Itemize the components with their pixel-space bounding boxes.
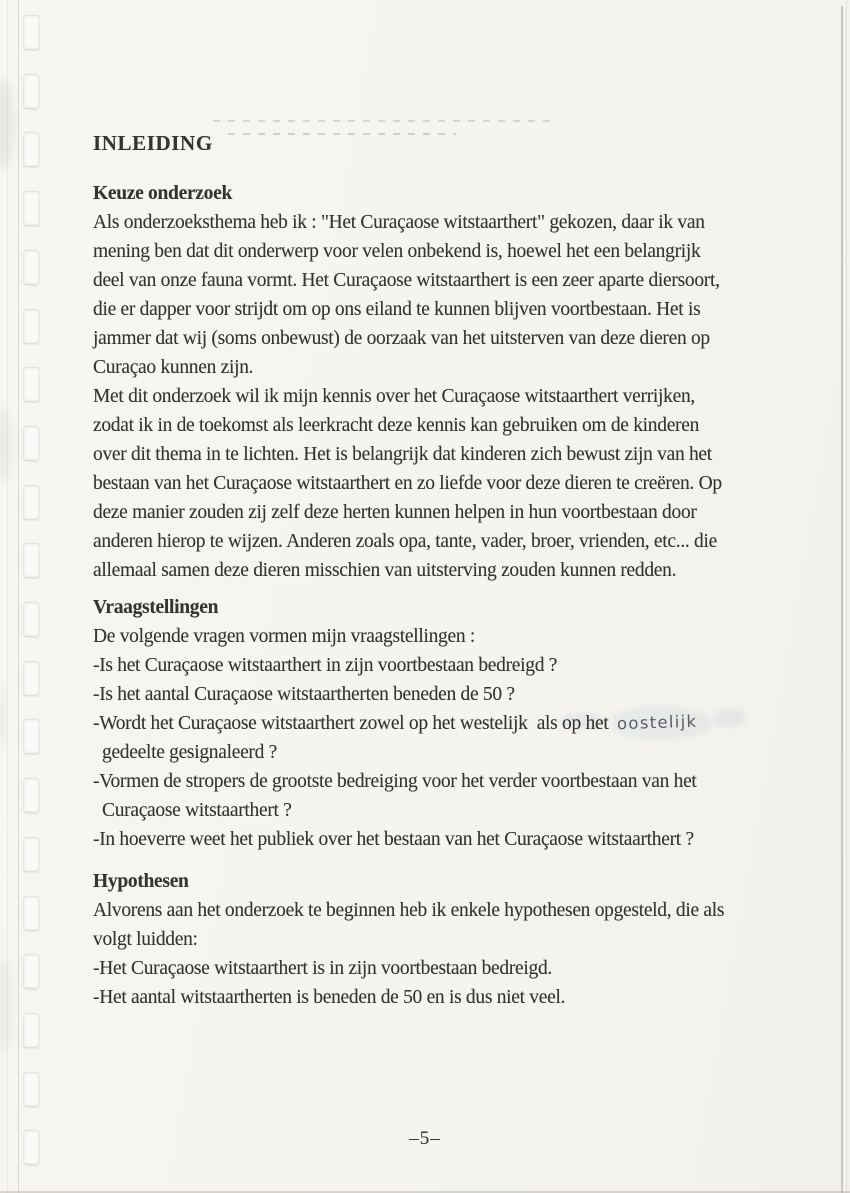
photocopy-smudge [0, 408, 12, 482]
binding-hole [24, 486, 39, 519]
text-line: jammer dat wij (soms onbewust) de oorzaak van het uitsterven van deze dieren op [93, 328, 710, 349]
text-line: deze manier zouden zij zelf deze herten kunnen helpen in hun voortbestaan door [93, 502, 697, 523]
text-line: -Het Curaçaose witstaarthert is in zijn voortbestaan bedreigd. [93, 958, 552, 979]
binding-hole [24, 779, 39, 812]
text-line: volgt luidden: [93, 929, 198, 950]
text-line: gedeelte gesignaleerd ? [102, 742, 277, 763]
photocopy-smudge [0, 958, 12, 1053]
binding-hole [24, 75, 39, 108]
section-hypothesen [93, 867, 783, 1012]
text-line: Alvorens aan het onderzoek te beginnen heb ik enkele hypothesen opgesteld, die als [93, 900, 725, 921]
photocopy-smudge [0, 78, 14, 170]
text-line: -In hoeverre weet het publiek over het bestaan van het Curaçaose witstaarthert ? [93, 829, 694, 850]
text-line: zodat ik in de toekomst als leerkracht deze kennis kan gebruiken om de kinderen [93, 415, 700, 436]
binding-hole [24, 368, 39, 401]
text-line: die er dapper voor strijdt om op ons eiland te kunnen blijven voortbestaan. Het is [93, 299, 701, 320]
photocopy-smudge [0, 688, 6, 748]
sections [93, 179, 783, 1012]
section-keuze-onderzoek [93, 179, 783, 585]
text-line: allemaal samen deze dieren misschien van uitsterving zouden kunnen redden. [93, 560, 677, 581]
binding-hole [24, 1073, 39, 1106]
text-line: bestaan van het Curaçaose witstaarthert en zo liefde voor deze dieren te creëren. Op [93, 473, 722, 494]
text-line: Als onderzoeksthema heb ik : "Het Curaçaose witstaarthert" gekozen, daar ik van [93, 212, 705, 233]
photocopy-smudge-line [213, 120, 558, 122]
text-line: -Wordt het Curaçaose witstaarthert zowel op het westelijk als op het oostelijk [93, 709, 783, 738]
section-vraagstellingen [93, 593, 783, 854]
text-line: -Vormen de stropers de grootste bedreiging voor het verder voortbestaan van het [93, 771, 697, 792]
page-title: INLEIDING [93, 131, 213, 155]
binding-hole [24, 603, 39, 636]
binding-hole [24, 1014, 39, 1047]
text-line: over dit thema in te lichten. Het is belangrijk dat kinderen zich bewust zijn van het [93, 444, 712, 465]
text-line: deel van onze fauna vormt. Het Curaçaose witstaarthert is een zeer aparte diersoort, [93, 270, 720, 291]
text-line: anderen hierop te wijzen. Anderen zoals opa, tante, vader, broer, vrienden, etc... die [93, 531, 717, 552]
section-heading: Vraagstellingen [93, 597, 219, 618]
binding-hole [24, 838, 39, 871]
binding-hole [24, 955, 39, 988]
binding-hole [24, 16, 39, 49]
text-line: -Is het aantal Curaçaose witstaartherten beneden de 50 ? [93, 684, 515, 705]
binding-hole [24, 251, 39, 284]
text-line: -Is het Curaçaose witstaarthert in zijn voortbestaan bedreigd ? [93, 655, 558, 676]
handwritten-annotation: oostelijk [617, 707, 698, 739]
binding-hole [24, 720, 39, 753]
binding-margin-crease [18, 0, 19, 1193]
binding-hole [24, 133, 39, 166]
text-line: Curaçaose witstaarthert ? [102, 800, 292, 821]
page-right-edge-shadow [841, 6, 843, 1193]
binding-hole [24, 192, 39, 225]
binding-hole [24, 310, 39, 343]
text-line: -Het aantal witstaartherten is beneden de 50 en is dus niet veel. [93, 987, 566, 1008]
binding-hole [24, 897, 39, 930]
document-body [93, 129, 783, 1012]
binding-hole [24, 427, 39, 460]
text-line: De volgende vragen vormen mijn vraagstellingen : [93, 626, 475, 647]
page-number: –5– [409, 1128, 441, 1149]
text-line: mening ben dat dit onderwerp voor velen onbekend is, hoewel het een belangrijk [93, 241, 701, 262]
text-line: Met dit onderzoek wil ik mijn kennis over het Curaçaose witstaarthert verrijken, [93, 386, 695, 407]
section-heading: Keuze onderzoek [93, 183, 233, 204]
binding-hole [24, 544, 39, 577]
page-right-edge-highlight [846, 0, 847, 1193]
text-line: Curaçao kunnen zijn. [93, 357, 254, 378]
section-heading: Hypothesen [93, 871, 189, 892]
binding-hole [24, 662, 39, 695]
